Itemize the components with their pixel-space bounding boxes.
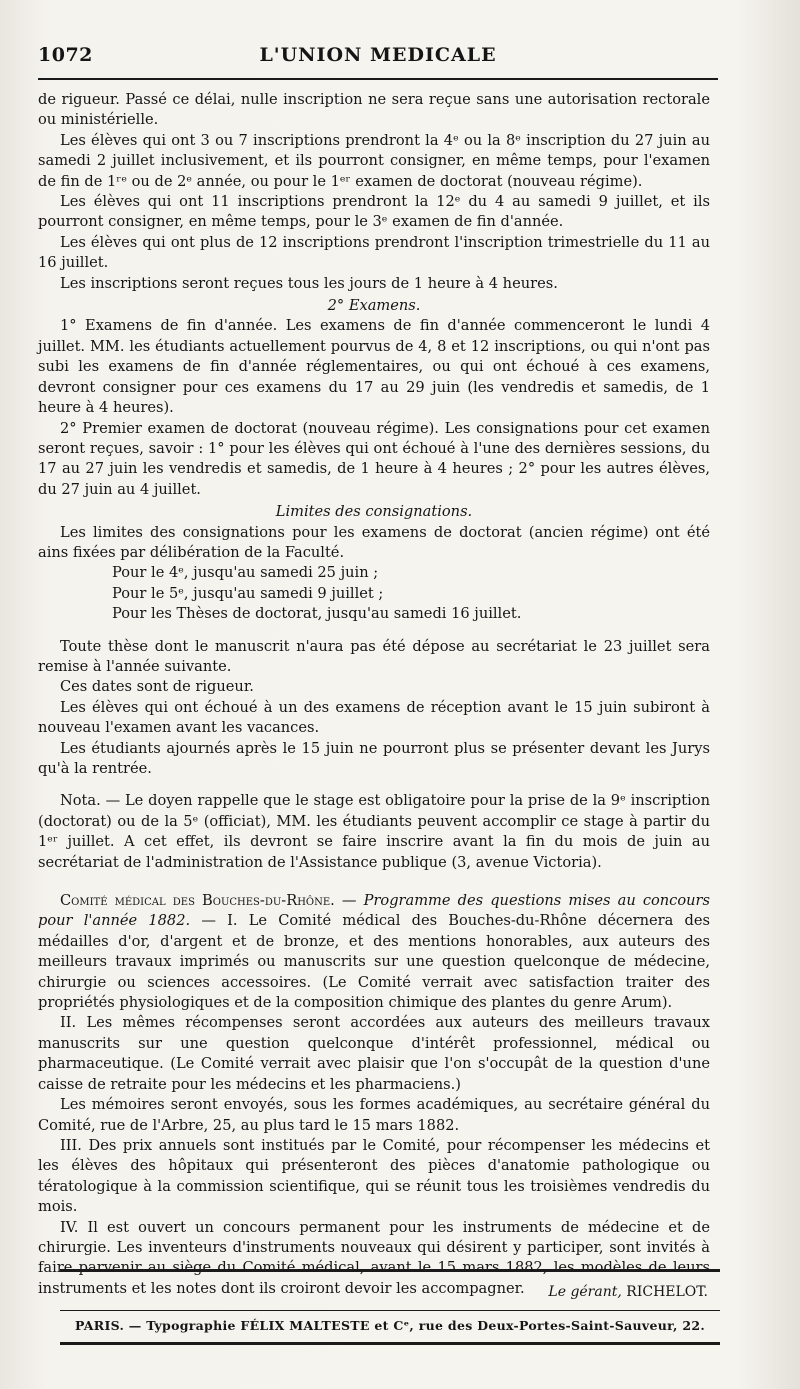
header-rule [38, 78, 718, 80]
footer-rule [60, 1342, 720, 1345]
gerant-name: RICHELOT. [626, 1284, 708, 1300]
section-heading [38, 296, 710, 316]
paragraph: Les mémoires seront envoyés, sous les formes académiques, au secrétaire général du Comité, rue de l'Arbre, 25, au plus tard le 15 mars 1882. [38, 1096, 710, 1134]
journal-title: L'UNION MEDICALE [259, 44, 497, 66]
paragraph: Les élèves qui ont 3 ou 7 inscriptions prendront la 4ᵉ ou la 8ᵉ inscription du 27 juin au samedi 2 juillet inclusivement, et ils pourront consigner, en même temps, pour l'examen de fin de 1ʳᵉ ou de 2ᵉ année, ou pour le 1ᵉʳ examen de doctorat (nouveau régime). [38, 131, 710, 190]
article-body [38, 90, 710, 1299]
paragraph: Les étudiants ajournés après le 15 juin ne pourront plus se présenter devant les Jurys qu'à la rentrée. [38, 739, 710, 777]
paragraph: Les élèves qui ont 11 inscriptions prendront la 12ᵉ du 4 au samedi 9 juillet, et ils pourront consigner, en même temps, pour le 3ᵉ examen de fin d'année. [38, 193, 710, 231]
gerant-signature [548, 1284, 708, 1300]
paragraph: 2° Premier examen de doctorat (nouveau régime). Les consignations pour cet examen seront reçues, savoir : 1° pour les élèves qui ont échoué à l'une des dernières sessions, du 17 au 27 juin les vendredis et samedis, de 1 heure à 4 heures ; 2° pour les autres élèves, du 27 juin au 4 juillet. [38, 419, 710, 498]
printer-imprint: PARIS. — Typographie FÉLIX MALTESTE et Cᵉ, rue des Deux-Portes-Saint-Sauveur, 22. [74, 1318, 706, 1333]
paragraph: Ces dates sont de rigueur. [60, 678, 254, 696]
footer-rule [60, 1310, 720, 1311]
comite-heading: Comité médical des Bouches-du-Rhône. [60, 892, 335, 910]
section-heading-text: 2° Examens. [327, 297, 421, 315]
paragraph: Les élèves qui ont plus de 12 inscriptions prendront l'inscription trimestrielle du 11 au 16 juillet. [38, 233, 710, 272]
comite-text: — I. Le Comité médical des Bouches-du-Rhône décernera des médailles d'or, d'argent et de bronze, et des mentions honorables, aux auteurs des meilleurs travaux imprimés ou manuscrits sur une question quelconque de médecine, chirurgie ou sciences accessoires. (Le Comité verrait avec satisfaction traiter des propriétés physiologiques et de la composition chimique des plantes du genre Arum). [38, 912, 711, 1012]
gerant-label: Le gérant, [548, 1284, 622, 1300]
deadline-item: Pour le 5ᵉ, jusqu'au samedi 9 juillet ; [112, 584, 384, 602]
paragraph: 1° Examens de fin d'année. Les examens de fin d'année commenceront le lundi 4 juillet. MM. les étudiants actuellement pourvus de 4, 8 et 12 inscriptions, ou qui n'ont pas subi les examens de fin d'année réglementaires, ou qui ont échoué à ces examens, devront consigner pour ces examens du 17 au 29 juin (les vendredis et samedis, de 1 heure à 4 heures). [38, 317, 710, 417]
page-number: 1072 [38, 44, 93, 66]
paragraph: de rigueur. Passé ce délai, nulle inscription ne sera reçue sans une autorisation rectorale ou ministérielle. [38, 91, 710, 129]
paragraph: IV. Il est ouvert un concours permanent pour les instruments de médecine et de chirurgie. Les inventeurs d'instruments nouveaux qui désirent y participer, sont invités à faire parvenir au siège du Comité médical, avant le 15 mars 1882, les modèles de leurs instruments et les notes dont ils croiront devoir les accompagner. [38, 1218, 710, 1297]
paragraph: Toute thèse dont le manuscrit n'aura pas été dépose au secrétariat le 23 juillet sera remise à l'année suivante. [38, 637, 710, 675]
page-header [38, 44, 718, 74]
nota-paragraph: Nota. — Le doyen rappelle que le stage est obligatoire pour la prise de la 9ᵉ inscription (doctorat) ou de la 5ᵉ (officiat), MM. les étudiants peuvent accomplir ce stage à partir du 1ᵉʳ juillet. A cet effet, ils devront se faire inscrire avant la fin du mois de juin au secrétariat de l'administration de l'Assistance publique (3, avenue Victoria). [38, 792, 710, 871]
paragraph: Les limites des consignations pour les examens de doctorat (ancien régime) ont été ains fixées par délibération de la Faculté. [38, 523, 710, 561]
footer-rule [60, 1269, 720, 1272]
paragraph: II. Les mêmes récompenses seront accordées aux auteurs des meilleurs travaux manuscrits sur une question quelconque d'intérêt professionnel, médical ou pharmaceutique. (Le Comité verrait avec plaisir que l'on s'occupât de la question d'une caisse de retraite pour les médecins et les pharmaciens.) [38, 1014, 710, 1093]
paragraph: III. Des prix annuels sont institués par le Comité, pour récompenser les médecins et les élèves des hôpitaux qui présenteront des pièces d'anatomie pathologique ou tératologique à la commission scientifique, qui se réunit tous les troisièmes vendredis du mois. [38, 1136, 710, 1216]
section-heading [38, 502, 710, 522]
paragraph: Les élèves qui ont échoué à un des examens de réception avant le 15 juin subiront à nouveau l'examen avant les vacances. [38, 698, 710, 737]
paragraph: Les inscriptions seront reçues tous les jours de 1 heure à 4 heures. [60, 274, 558, 292]
comite-subtitle: — Programme des questions mises au concours pour l'année 1882. [38, 892, 711, 930]
deadline-item: Pour le 4ᵉ, jusqu'au samedi 25 juin ; [112, 564, 379, 582]
comite-paragraph [38, 891, 710, 1013]
section-heading-text: Limites des consignations. [275, 503, 473, 521]
deadline-item: Pour les Thèses de doctorat, jusqu'au samedi 16 juillet. [112, 605, 522, 623]
